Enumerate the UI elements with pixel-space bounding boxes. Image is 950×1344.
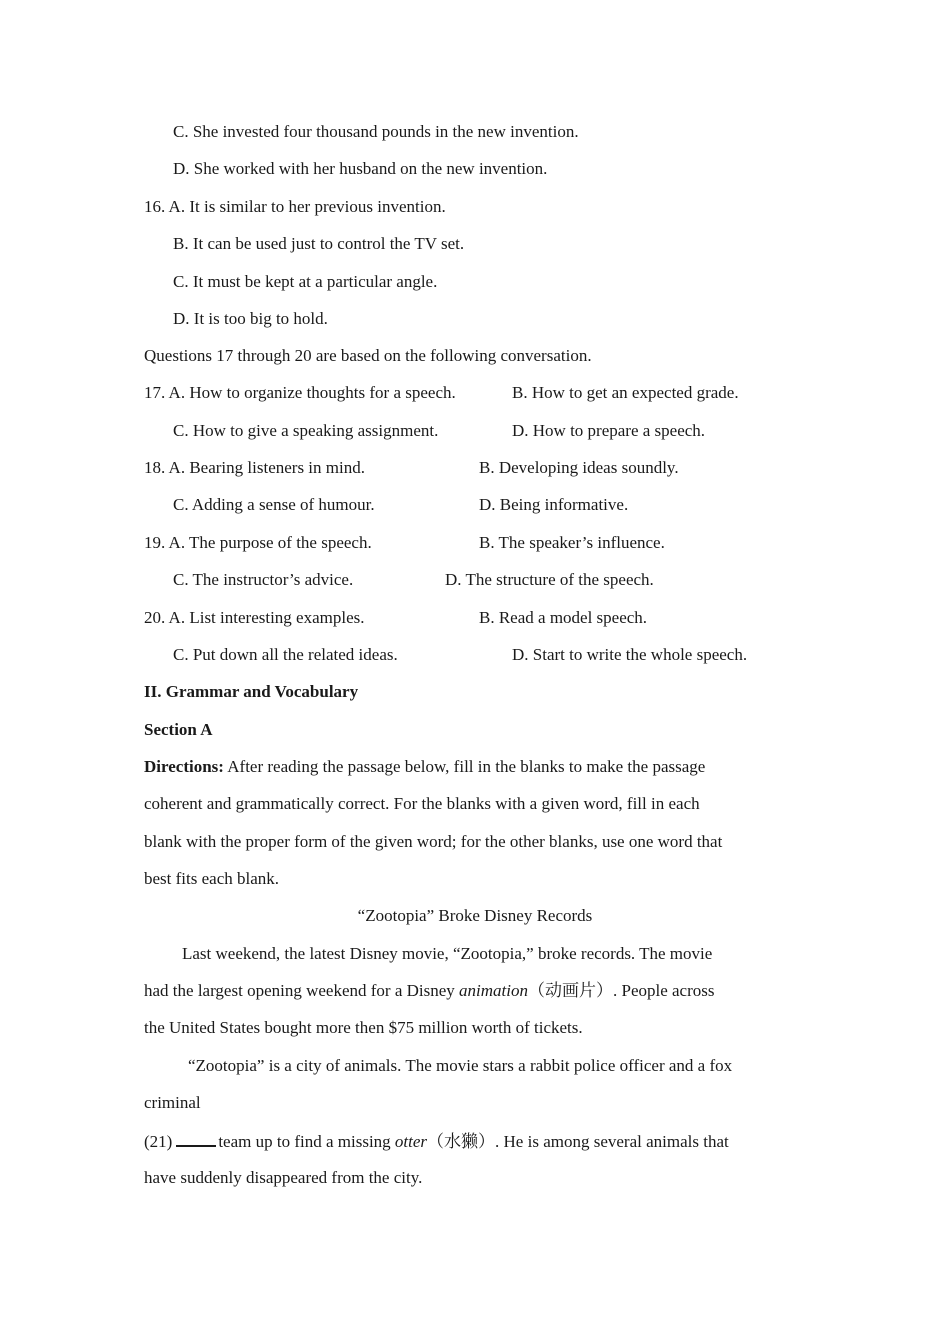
directions-line-1 <box>144 756 705 778</box>
p1-line2-text: had the largest opening weekend for a Disney <box>144 981 460 1000</box>
subsection-heading: Section A <box>144 720 213 739</box>
directions-text-1: After reading the passage below, fill in the blanks to make the passage <box>227 757 706 776</box>
passage-p1-line-3: the United States bought more then $75 million worth of tickets. <box>144 1018 583 1037</box>
directions-label: Directions: <box>144 757 224 776</box>
q17-option-b: B. How to get an expected grade. <box>512 383 739 402</box>
passage-p2-line-4: have suddenly disappeared from the city. <box>144 1168 423 1187</box>
q20-option-a: 20. A. List interesting examples. <box>144 608 365 627</box>
q18-option-d: D. Being informative. <box>479 495 629 514</box>
q17-option-d: D. How to prepare a speech. <box>512 421 706 440</box>
otter-term: otter <box>394 1132 428 1151</box>
q19-option-d: D. The structure of the speech. <box>445 570 654 589</box>
animation-term: animation <box>459 981 528 1000</box>
passage-title: “Zootopia” Broke Disney Records <box>357 906 593 925</box>
blank-number-21: (21) <box>144 1132 173 1151</box>
passage-p2-line-1: “Zootopia” is a city of animals. The movie stars a rabbit police officer and a fox <box>188 1056 733 1075</box>
p1-line2-gloss: （动画片）. People across <box>527 981 715 1000</box>
q17-option-c: C. How to give a speaking assignment. <box>173 421 439 440</box>
directions-line-4: best fits each blank. <box>144 869 280 888</box>
q20-option-c: C. Put down all the related ideas. <box>173 645 398 664</box>
q19-option-b: B. The speaker’s influence. <box>479 533 665 552</box>
q16-option-c: C. It must be kept at a particular angle. <box>173 272 438 291</box>
q17-option-a: 17. A. How to organize thoughts for a speech. <box>144 383 456 402</box>
p2-line3-gloss: （水獭）. He is among several animals that <box>427 1132 729 1151</box>
q19-option-c: C. The instructor’s advice. <box>173 570 354 589</box>
q18-option-b: B. Developing ideas soundly. <box>479 458 679 477</box>
q18-option-c: C. Adding a sense of humour. <box>173 495 375 514</box>
q18-option-a: 18. A. Bearing listeners in mind. <box>144 458 365 477</box>
q16-option-a: 16. A. It is similar to her previous invention. <box>144 197 446 216</box>
q20-option-b: B. Read a model speech. <box>479 608 648 627</box>
passage-p1-line-1: Last weekend, the latest Disney movie, “Zootopia,” broke records. The movie <box>182 944 713 963</box>
q19-option-a: 19. A. The purpose of the speech. <box>144 533 372 552</box>
directions-line-3: blank with the proper form of the given word; for the other blanks, use one word that <box>144 832 723 851</box>
passage-p2-line-3 <box>144 1130 729 1153</box>
q16-option-b: B. It can be used just to control the TV set. <box>173 234 465 253</box>
q20-option-d: D. Start to write the whole speech. <box>512 645 748 664</box>
blank-21[interactable] <box>176 1130 216 1147</box>
passage-p2-line-2: criminal <box>144 1093 201 1112</box>
p2-line3-text: team up to find a missing <box>218 1132 395 1151</box>
section-heading: II. Grammar and Vocabulary <box>144 682 359 701</box>
q15-option-c: C. She invested four thousand pounds in the new invention. <box>173 122 579 141</box>
passage-p1-line-2 <box>144 980 715 1002</box>
directions-line-2: coherent and grammatically correct. For the blanks with a given word, fill in each <box>144 794 700 813</box>
q16-option-d: D. It is too big to hold. <box>173 309 328 328</box>
q15-option-d: D. She worked with her husband on the new invention. <box>173 159 548 178</box>
conversation-intro: Questions 17 through 20 are based on the following conversation. <box>144 346 592 365</box>
